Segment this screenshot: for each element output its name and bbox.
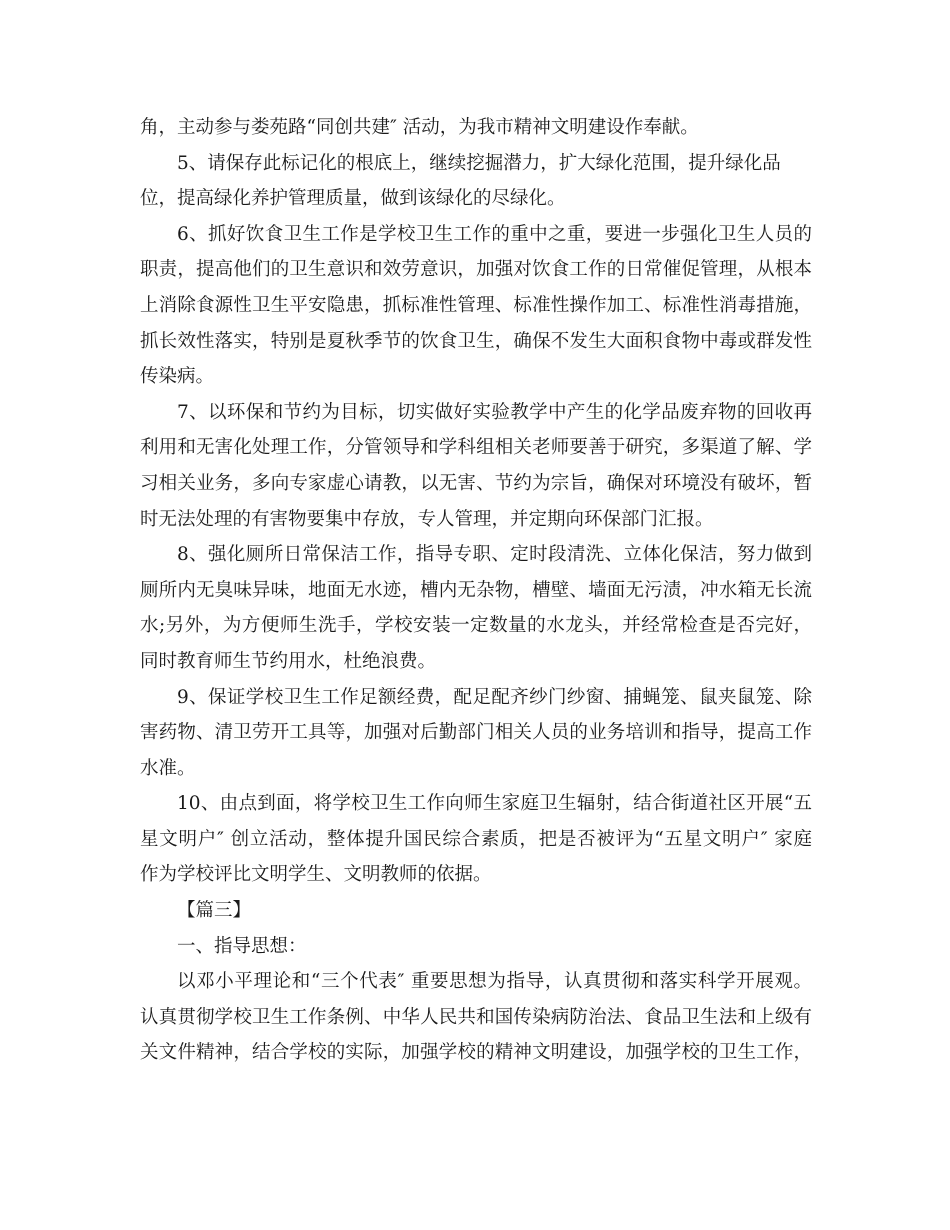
text-line: 职责，提高他们的卫生意识和效劳意识，加强对饮食工作的日常催促管理，从根本 <box>140 259 812 281</box>
text-line: 10、由点到面，将学校卫生工作向师生家庭卫生辐射，结合街道社区开展“五 <box>177 793 812 815</box>
text-line: 抓长效性落实，特别是夏秋季节的饮食卫生，确保不发生大面积食物中毒或群发性 <box>140 330 812 352</box>
text-line: 以邓小平理论和“三个代表″ 重要思想为指导，认真贯彻和落实科学开展观。 <box>177 971 812 993</box>
text-line: 【篇三】 <box>177 900 252 922</box>
text-line: 9、保证学校卫生工作足额经费，配足配齐纱门纱窗、捕蝇笼、鼠夹鼠笼、除 <box>177 686 812 708</box>
text-line: 8、强化厕所日常保洁工作，指导专职、定时段清洗、立体化保洁，努力做到 <box>177 544 812 566</box>
text-line: 时无法处理的有害物要集中存放，专人管理，并定期向环保部门汇报。 <box>140 508 714 530</box>
document-page <box>140 110 812 1071</box>
text-line: 害药物、清卫劳开工具等，加强对后勤部门相关人员的业务培训和指导，提高工作 <box>140 722 812 744</box>
text-line: 7、以环保和节约为目标，切实做好实验教学中产生的化学品废弃物的回收再 <box>177 401 812 423</box>
text-line: 水准。 <box>140 757 196 779</box>
text-line: 关文件精神，结合学校的实际，加强学校的精神文明建设，加强学校的卫生工作， <box>140 1042 812 1064</box>
text-line: 传染病。 <box>140 366 215 388</box>
text-line: 一、指导思想： <box>177 935 307 957</box>
text-line: 角，主动参与娄苑路“同创共建″ 活动，为我市精神文明建设作奉献。 <box>140 117 699 138</box>
text-line: 星文明户″ 创立活动，整体提升国民综合素质，把是否被评为“五星文明户″ 家庭 <box>140 828 812 850</box>
text-line: 同时教育师生节约用水，杜绝浪费。 <box>140 650 437 672</box>
text-line: 利用和无害化处理工作，分管领导和学科组相关老师要善于研究，多渠道了解、学 <box>140 437 812 459</box>
text-line: 作为学校评比文明学生、文明教师的依据。 <box>140 864 492 886</box>
text-line: 水;另外，为方便师生洗手，学校安装一定数量的水龙头，并经常检查是否完好， <box>140 615 812 637</box>
text-line: 6、抓好饮食卫生工作是学校卫生工作的重中之重，要进一步强化卫生人员的 <box>177 223 812 245</box>
text-line: 习相关业务，多向专家虚心请教，以无害、节约为宗旨，确保对环境没有破坏，暂 <box>140 472 812 494</box>
text-line: 位，提高绿化养护管理质量，做到该绿化的尽绿化。 <box>140 188 566 210</box>
text-line: 上消除食源性卫生平安隐患，抓标准性管理、标准性操作加工、标准性消毒措施， <box>140 294 812 316</box>
text-line: 5、请保存此标记化的根底上，继续挖掘潜力，扩大绿化范围，提升绿化品 <box>177 152 781 174</box>
text-line: 认真贯彻学校卫生工作条例、中华人民共和国传染病防治法、食品卫生法和上级有 <box>140 1006 812 1028</box>
text-line: 厕所内无臭味异味，地面无水迹，槽内无杂物，槽壁、墙面无污渍，冲水箱无长流 <box>140 579 812 601</box>
